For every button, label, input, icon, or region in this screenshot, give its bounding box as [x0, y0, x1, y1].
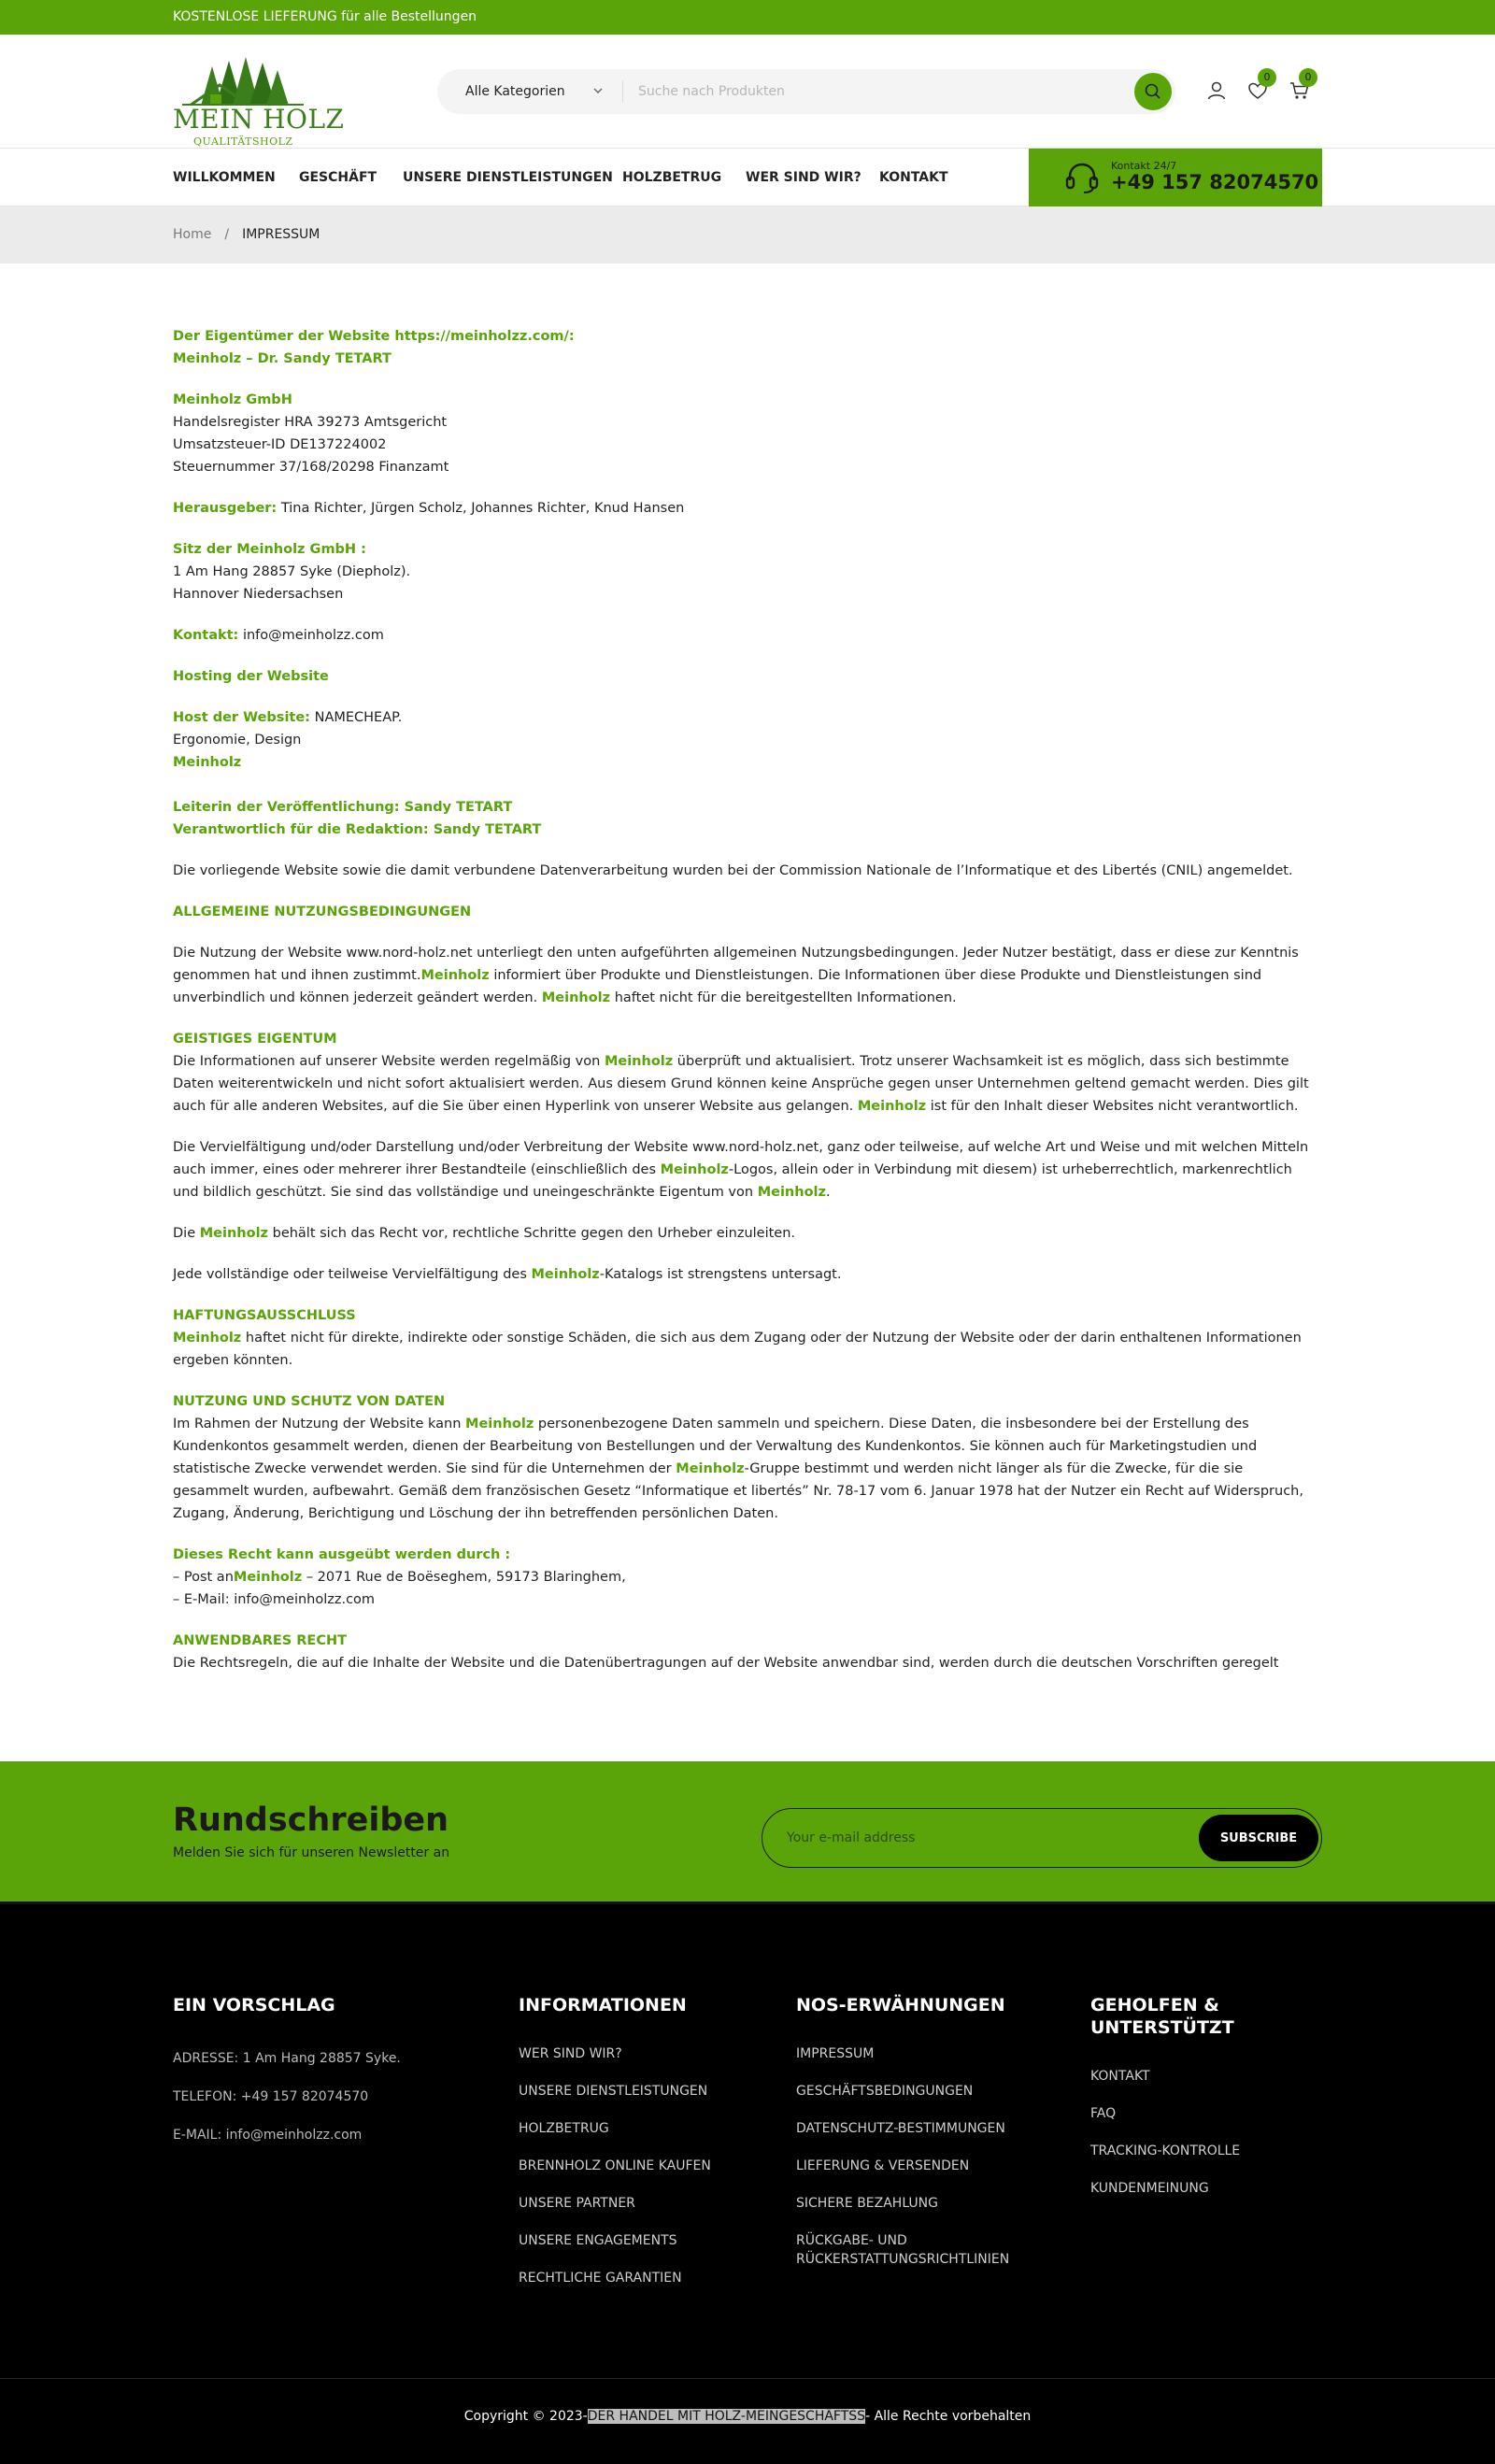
ip-text-f: .: [825, 1185, 831, 1200]
contact-label: Kontakt:: [173, 628, 239, 643]
contact-email: info@meinholzz.com: [238, 628, 384, 643]
search-icon: [1134, 73, 1172, 110]
rights-email: – E-Mail: info@meinholzz.com: [173, 1592, 376, 1607]
footer-link[interactable]: UNSERE PARTNER: [519, 2196, 635, 2211]
ip-text-e: -Logos, allein oder in Verbindung mit diesem) ist urheberrechtlich, markenrechtlich und bildlich geschützt. Sie sind das vollständige und uneingeschränkte Eigentum von: [173, 1162, 1292, 1200]
footer-col-title: GEHOLFEN & UNTERSTÜTZT: [1090, 1995, 1234, 2038]
newsletter-form: [762, 1808, 1322, 1868]
seat-address-line2: Hannover Niedersachsen: [173, 587, 344, 602]
logo-subtitle: QUALITÄTSHOLZ: [193, 135, 293, 148]
brand-link[interactable]: Meinholz: [757, 1185, 826, 1200]
disclaimer-heading: HAFTUNGSAUSSCHLUSS: [173, 1308, 356, 1323]
publisher-label: Herausgeber:: [173, 501, 278, 516]
breadcrumb-home-link[interactable]: Home: [173, 227, 212, 242]
nav-item-holzbetrug[interactable]: HOLZBETRUG: [622, 170, 722, 185]
rights-post-address: – 2071 Rue de Boëseghem, 59173 Blaringhem,: [302, 1570, 626, 1585]
footer-link[interactable]: UNSERE ENGAGEMENTS: [519, 2233, 677, 2248]
ip-text-a: Die Informationen auf unserer Website werden regelmäßig von: [173, 1054, 605, 1069]
newsletter-subtitle: Melden Sie sich für unseren Newsletter an: [173, 1845, 450, 1860]
data-protection-paragraph: [173, 1413, 1322, 1525]
ip-paragraph-1: [173, 1050, 1322, 1118]
owner-heading: Der Eigentümer der Website https://meinholzz.com/:: [173, 329, 575, 344]
newsletter-email-input[interactable]: [787, 1809, 1160, 1867]
footer-link[interactable]: RÜCKGABE- UND RÜCKERSTATTUNGSRICHTLINIEN: [796, 2233, 1010, 2267]
terms-paragraph: [173, 942, 1322, 1009]
brand-link[interactable]: Meinholz: [531, 1267, 600, 1282]
ip-heading: GEISTIGES EIGENTUM: [173, 1032, 337, 1047]
main-navigation: [0, 149, 1495, 207]
footer-link[interactable]: LIEFERUNG & VERSENDEN: [796, 2158, 970, 2173]
footer-link[interactable]: BRENNHOLZ ONLINE KAUFEN: [519, 2158, 711, 2173]
host-name: NAMECHEAP.: [309, 710, 403, 725]
ip-paragraph-3: [173, 1222, 1322, 1245]
ip-text-d: Die Vervielfältigung und/oder Darstellung und/oder Verbreitung der Website www.nord-holz.net, ganz oder teilweise, auf welche Art und Weise und mit welchen Mitteln auch immer, eines oder mehrerer ihrer Bestandteile (einschließlich des: [173, 1140, 1309, 1177]
ip-paragraph-2: [173, 1136, 1322, 1204]
vat-text: Umsatzsteuer-ID DE137224002: [173, 437, 387, 452]
site-header: [0, 35, 1495, 149]
terms-heading: ALLGEMEINE NUTZUNGSBEDINGUNGEN: [173, 904, 472, 919]
footer-col-information: [519, 1994, 780, 2306]
applicable-law-heading: ANWENDBARES RECHT: [173, 1633, 348, 1648]
chevron-down-icon[interactable]: [591, 84, 605, 97]
disclaimer-paragraph: [173, 1327, 1322, 1372]
nav-item-geschaeft[interactable]: GESCHÄFT: [299, 170, 377, 185]
terms-text-c: haftet nicht für die bereitgestellten Informationen.: [610, 990, 957, 1005]
brand-link[interactable]: Meinholz: [199, 1226, 268, 1241]
company-name: Meinholz GmbH: [173, 392, 292, 407]
footer-link[interactable]: KONTAKT: [1090, 2069, 1150, 2084]
contact-hotline-box[interactable]: [1029, 149, 1322, 207]
host-label: Host der Website:: [173, 710, 310, 725]
ip-text-j: -Katalogs ist strengstens untersagt.: [599, 1267, 842, 1282]
footer-link[interactable]: SICHERE BEZAHLUNG: [796, 2196, 939, 2211]
newsletter-title: Rundschreiben: [173, 1802, 449, 1839]
footer-link[interactable]: FAQ: [1090, 2106, 1117, 2121]
footer-link[interactable]: TRACKING-KONTROLLE: [1090, 2144, 1241, 2158]
copyright: [0, 2409, 1495, 2424]
logo-title: MEIN HOLZ: [173, 104, 345, 135]
footer-col-mentions: [796, 1994, 1067, 2287]
publication-lead: Leiterin der Veröffentlichung: Sandy TETART: [173, 800, 513, 815]
cart-count-badge: 0: [1299, 68, 1317, 87]
copyright-suffix: - Alle Rechte vorbehalten: [865, 2409, 1032, 2424]
rights-post-text: – Post an: [173, 1570, 234, 1585]
contact-phone-number[interactable]: +49 157 82074570: [1111, 171, 1319, 193]
nav-item-kontakt[interactable]: KONTAKT: [879, 170, 948, 185]
free-shipping-text: KOSTENLOSE LIEFERUNG für alle Bestellungen: [173, 9, 477, 24]
search-input[interactable]: [638, 69, 1087, 114]
tax-number-text: Steuernummer 37/168/20298 Finanzamt: [173, 460, 449, 475]
hosting-heading: Hosting der Website: [173, 669, 329, 684]
ip-text-c: ist für den Inhalt dieser Websites nicht verantwortlich.: [926, 1099, 1299, 1114]
terms-text-b: informiert über Produkte und Dienstleistungen. Die Informationen über diese Produkte und Dienstleistungen sind unverbindlich und können jederzeit geändert werden.: [173, 968, 1262, 1005]
ip-text-i: Jede vollständige oder teilweise Vervielfältigung des: [173, 1267, 532, 1282]
footer-link[interactable]: GESCHÄFTSBEDINGUNGEN: [796, 2084, 974, 2099]
seat-label: Sitz der Meinholz GmbH :: [173, 542, 366, 557]
ip-text-g: Die: [173, 1226, 200, 1241]
site-footer: [0, 1904, 1495, 2464]
data-text-c: -Gruppe bestimmt und werden nicht länger als für die Zwecke, für die sie gesammelt wurden, aufbewahrt. Gemäß dem französischen Gesetz “Informatique et libertés” Nr. 78-17 vom 6. Januar 1978 hat der Nutzer ein Recht auf Widerspruch, Zugang, Änderung, Berichtigung und Löschung der ihn betreffenden persönlichen Daten.: [173, 1461, 1303, 1521]
cnil-text: Die vorliegende Website sowie die damit verbundene Datenverarbeitung wurden bei der Commission Nationale de l’Informatique et des Libertés (CNIL) angemeldet.: [173, 863, 1293, 878]
footer-col-title: NOS-ERWÄHNUNGEN: [796, 1995, 1005, 2015]
footer-link[interactable]: IMPRESSUM: [796, 2046, 875, 2061]
disclaimer-text: haftet nicht für direkte, indirekte oder sonstige Schäden, die sich aus dem Zugang oder der Nutzung der Website oder der darin enthaltenen Informationen ergeben könnten.: [173, 1331, 1302, 1368]
copyright-prefix: Copyright © 2023-: [463, 2409, 588, 2424]
nav-item-wer-sind-wir[interactable]: WER SIND WIR?: [746, 170, 861, 185]
brand-link[interactable]: Meinholz: [660, 1162, 729, 1177]
copyright-company[interactable]: DER HANDEL MIT HOLZ-MEINGESCHÄFTSS: [587, 2409, 866, 2424]
footer-link[interactable]: RECHTLICHE GARANTIEN: [519, 2271, 682, 2286]
nav-item-dienstleistungen[interactable]: UNSERE DIENSTLEISTUNGEN: [403, 170, 613, 185]
user-account-icon[interactable]: [1205, 79, 1228, 102]
ip-paragraph-4: [173, 1263, 1322, 1286]
footer-col-title: EIN VORSCHLAG: [173, 1995, 335, 2015]
footer-link[interactable]: UNSERE DIENSTLEISTUNGEN: [519, 2084, 708, 2099]
wishlist-count-badge: 0: [1258, 68, 1276, 87]
site-logo[interactable]: [173, 57, 345, 148]
owner-name: Meinholz – Dr. Sandy TETART: [173, 351, 392, 366]
top-announcement-bar: [0, 0, 1495, 35]
applicable-law-text: Die Rechtsregeln, die auf die Inhalte der Website und die Datenübertragungen auf der Website anwendbar sind, werden durch die deutschen Vorschriften geregelt: [173, 1656, 1279, 1671]
rights-post: [173, 1566, 1322, 1588]
product-search-bar: [437, 69, 1175, 114]
terms-text-a: Die Nutzung der Website www.nord-holz.net unterliegt den unten aufgeführten allgemeinen Nutzungsbedingungen. Jeder Nutzer bestätigt, dass er diese zur Kenntnis genommen hat und ihnen zustimmt.: [173, 946, 1299, 983]
brand-link[interactable]: Meinholz: [465, 1417, 534, 1431]
data-text-b: personenbezogene Daten sammeln und speichern. Diese Daten, die insbesondere bei der Erstellung des Kundenkontos gesammelt werden, dienen der Bearbeitung von Bestellungen und der Verwaltung des Kundenkontos. Sie können auch für Marketingstudien und statistische Zwecke verwendet werden. Sie sind für die Unternehmen der: [173, 1417, 1258, 1476]
design-by-meinholz: Meinholz: [173, 755, 242, 770]
footer-link[interactable]: DATENSCHUTZ-BESTIMMUNGEN: [796, 2121, 1005, 2136]
footer-address: ADRESSE: 1 Am Hang 28857 Syke.: [173, 2051, 401, 2066]
seat-address-line1: 1 Am Hang 28857 Syke (Diepholz).: [173, 564, 411, 579]
rights-heading: Dieses Recht kann ausgeübt werden durch :: [173, 1547, 511, 1562]
brand-link[interactable]: Meinholz: [676, 1461, 745, 1476]
editorial-lead: Verantwortlich für die Redaktion: Sandy TETART: [173, 822, 542, 837]
data-text-a: Im Rahmen der Nutzung der Website kann: [173, 1417, 466, 1431]
ip-text-h: behält sich das Recht vor, rechtliche Schritte gegen den Urheber einzuleiten.: [268, 1226, 796, 1241]
search-button[interactable]: [1134, 73, 1172, 110]
brand-link[interactable]: Meinholz: [233, 1570, 303, 1585]
footer-col-contact: [173, 1994, 481, 2164]
footer-col-support: [1090, 1994, 1277, 2216]
brand-link[interactable]: Meinholz: [604, 1054, 674, 1069]
register-text: Handelsregister HRA 39273 Amtsgericht: [173, 415, 448, 430]
breadcrumb-separator: /: [224, 227, 230, 242]
nav-item-willkommen[interactable]: WILLKOMMEN: [173, 170, 276, 185]
headset-icon: [1064, 160, 1100, 195]
brand-link[interactable]: Meinholz: [857, 1099, 927, 1114]
footer-link[interactable]: HOLZBETRUG: [519, 2121, 609, 2136]
tree-logo-icon: [182, 57, 304, 106]
publisher-names: Tina Richter, Jürgen Scholz, Johannes Richter, Knud Hansen: [277, 501, 685, 516]
newsletter-section: [0, 1761, 1495, 1904]
brand-link[interactable]: Meinholz: [541, 990, 611, 1005]
footer-phone[interactable]: TELEFON: +49 157 82074570: [173, 2089, 369, 2104]
contact-hotline-label: Kontakt 24/7: [1111, 160, 1177, 172]
ip-text-b: überprüft und aktualisiert. Trotz unserer Wachsamkeit ist es möglich, dass sich bestimmte Daten weiterentwickeln und nicht sofort aktualisiert werden. Aus diesem Grund können keine Ansprüche gegen unser Unternehmen geltend gemacht werden. Dies gilt auch für alle anderen Websites, auf die Sie über einen Hyperlink von unserer Website aus gelangen.: [173, 1054, 1309, 1114]
category-select[interactable]: Alle Kategorien: [465, 84, 565, 99]
footer-link[interactable]: WER SIND WIR?: [519, 2046, 622, 2061]
footer-email[interactable]: E-MAIL: info@meinholzz.com: [173, 2128, 363, 2143]
search-divider: [622, 80, 623, 103]
brand-link[interactable]: Meinholz: [420, 968, 490, 983]
breadcrumb-current: IMPRESSUM: [242, 227, 320, 242]
breadcrumb: [0, 207, 1495, 263]
data-protection-heading: NUTZUNG UND SCHUTZ VON DATEN: [173, 1394, 446, 1409]
footer-link[interactable]: KUNDENMEINUNG: [1090, 2181, 1209, 2196]
subscribe-button[interactable]: SUBSCRIBE: [1199, 1815, 1318, 1861]
footer-col-title: INFORMATIONEN: [519, 1995, 687, 2015]
ergonomics-text: Ergonomie, Design: [173, 733, 302, 748]
footer-divider: [0, 2378, 1495, 2379]
brand-link[interactable]: Meinholz: [173, 1331, 242, 1346]
